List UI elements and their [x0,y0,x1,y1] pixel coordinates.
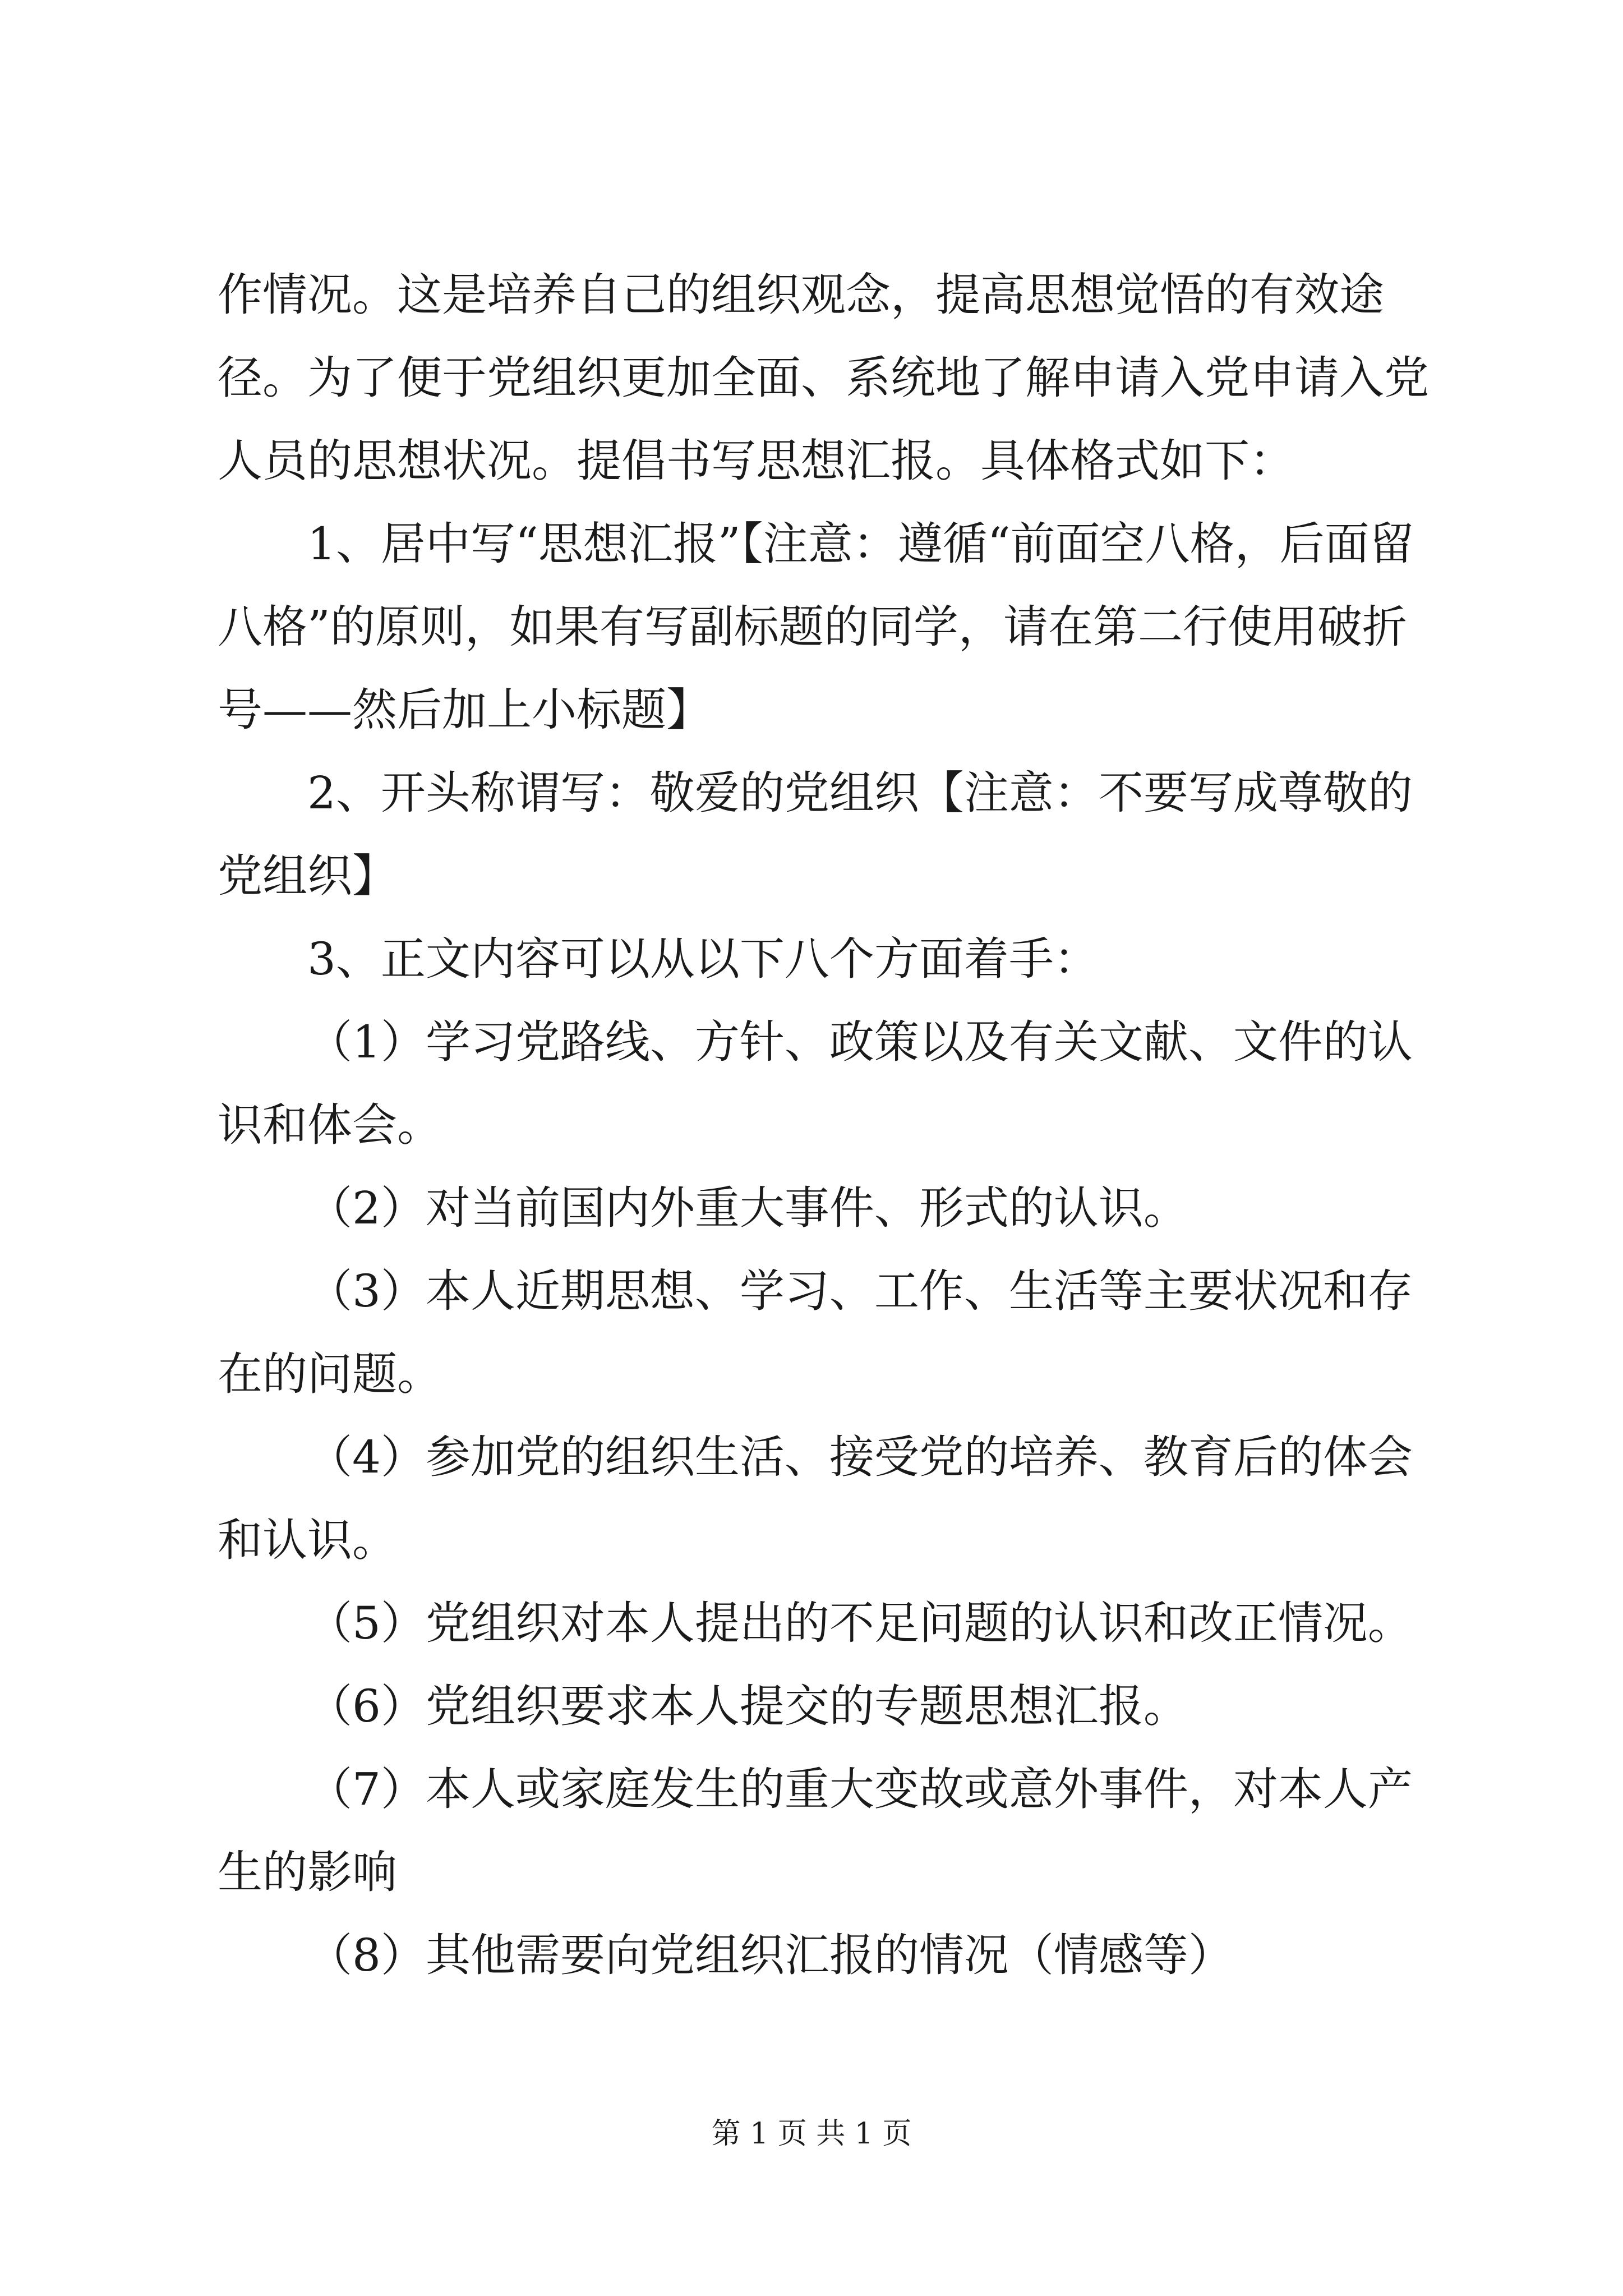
paragraph-subitem-3: （3）本人近期思想、学习、工作、生活等主要状况和存在的问题。 [218,1265,1413,1400]
page-number-label: 第 1 页 共 1 页 [711,2117,912,2151]
paragraph-subitem-4: （4）参加党的组织生活、接受党的培养、教育后的体会和认识。 [218,1431,1413,1566]
document-body [218,254,1429,1997]
paragraph-intro: 作情况。这是培养自己的组织观念，提高思想觉悟的有效途径。为了便于党组织更加全面、系统地了解申请入党申请入党人员的思想状况。提倡书写思想汇报。具体格式如下： [218,269,1429,487]
paragraph-subitem-1: （1）学习党路线、方针、政策以及有关文献、文件的认识和体会。 [218,1016,1413,1151]
paragraph-item-1: 1、居中写“思想汇报”【注意：遵循“前面空八格，后面留八格”的原则，如果有写副标题的同学，请在第二行使用破折号——然后加上小标题】 [218,518,1414,736]
paragraph-subitem-6: （6）党组织要求本人提交的专题思想汇报。 [307,1680,1188,1732]
paragraph-subitem-7: （7）本人或家庭发生的重大变故或意外事件，对本人产生的影响 [218,1763,1413,1898]
page-footer [0,2116,1623,2152]
paragraph-subitem-2: （2）对当前国内外重大事件、形式的认识。 [307,1182,1188,1234]
paragraph-subitem-8: （8）其他需要向党组织汇报的情况（情感等） [307,1929,1233,1981]
paragraph-item-2: 2、开头称谓写：敬爱的党组织【注意：不要写成尊敬的党组织】 [218,767,1413,902]
paragraph-item-3: 3、正文内容可以从以下八个方面着手： [307,933,1099,985]
paragraph-subitem-5: （5）党组织对本人提出的不足问题的认识和改正情况。 [307,1597,1413,1649]
